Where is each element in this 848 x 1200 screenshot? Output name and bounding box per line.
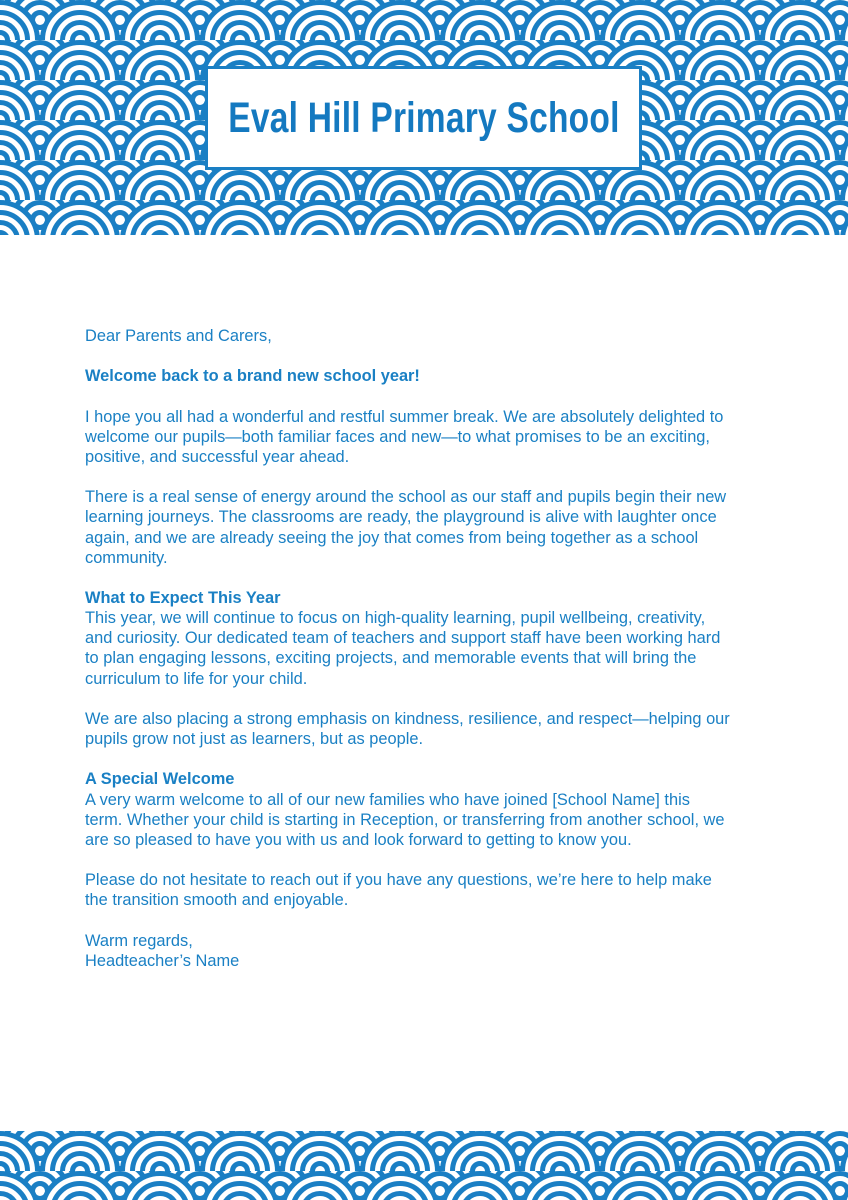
headline [85,366,775,386]
signature-block [85,931,775,971]
footer-wave-pattern [0,1131,848,1200]
paragraph-line: Please do not hesitate to reach out if you have any questions, we’re here to help make [85,871,712,890]
letter-body [85,326,775,991]
paragraph-line: welcome our pupils—both familiar faces and new—to what promises to be an exciting, [85,427,710,446]
paragraph-line: pupils grow not just as learners, but as people. [85,730,424,749]
wave-pattern-graphic [0,1131,848,1200]
paragraph-line: are so pleased to have you with us and look forward to getting to know you. [85,830,632,849]
energy-paragraph [85,487,775,568]
headline-text: Welcome back to a brand new school year! [85,367,420,386]
paragraph-line: learning journeys. The classrooms are ready, the playground is alive with laughter once [85,508,717,527]
school-title-box [205,66,642,170]
section-heading: What to Expect This Year [85,588,281,607]
emphasis-paragraph [85,709,775,749]
paragraph-line: term. Whether your child is starting in Reception, or transferring from another school, we [85,810,725,829]
paragraph-line: I hope you all had a wonderful and restful summer break. We are absolutely delighted to [85,407,724,426]
paragraph-line: the transition smooth and enjoyable. [85,891,349,910]
paragraph-line: to plan engaging lessons, exciting projects, and memorable events that will bring the [85,649,697,668]
signoff: Warm regards, [85,931,193,950]
paragraph-line: and curiosity. Our dedicated team of teachers and support staff have been working hard [85,629,721,648]
school-title: Eval Hill Primary School [227,93,620,142]
intro-paragraph [85,407,775,467]
paragraph-line: community. [85,548,168,567]
greeting [85,326,775,346]
paragraph-line: We are also placing a strong emphasis on kindness, resilience, and respect—helping our [85,709,730,728]
greeting-text: Dear Parents and Carers, [85,327,272,345]
expect-section [85,588,775,689]
paragraph-line: again, and we are already seeing the joy that comes from being together as a school [85,528,699,547]
paragraph-line: There is a real sense of energy around the school as our staff and pupils begin their new [85,488,727,507]
paragraph-line: A very warm welcome to all of our new families who have joined [School Name] this [85,790,690,809]
contact-paragraph [85,870,775,910]
paragraph-line: This year, we will continue to focus on high-quality learning, pupil wellbeing, creativity, [85,609,706,628]
signature-name: Headteacher’s Name [85,951,240,970]
paragraph-line: positive, and successful year ahead. [85,447,350,466]
welcome-section [85,769,775,850]
paragraph-line: curriculum to life for your child. [85,669,308,688]
section-heading: A Special Welcome [85,770,235,789]
